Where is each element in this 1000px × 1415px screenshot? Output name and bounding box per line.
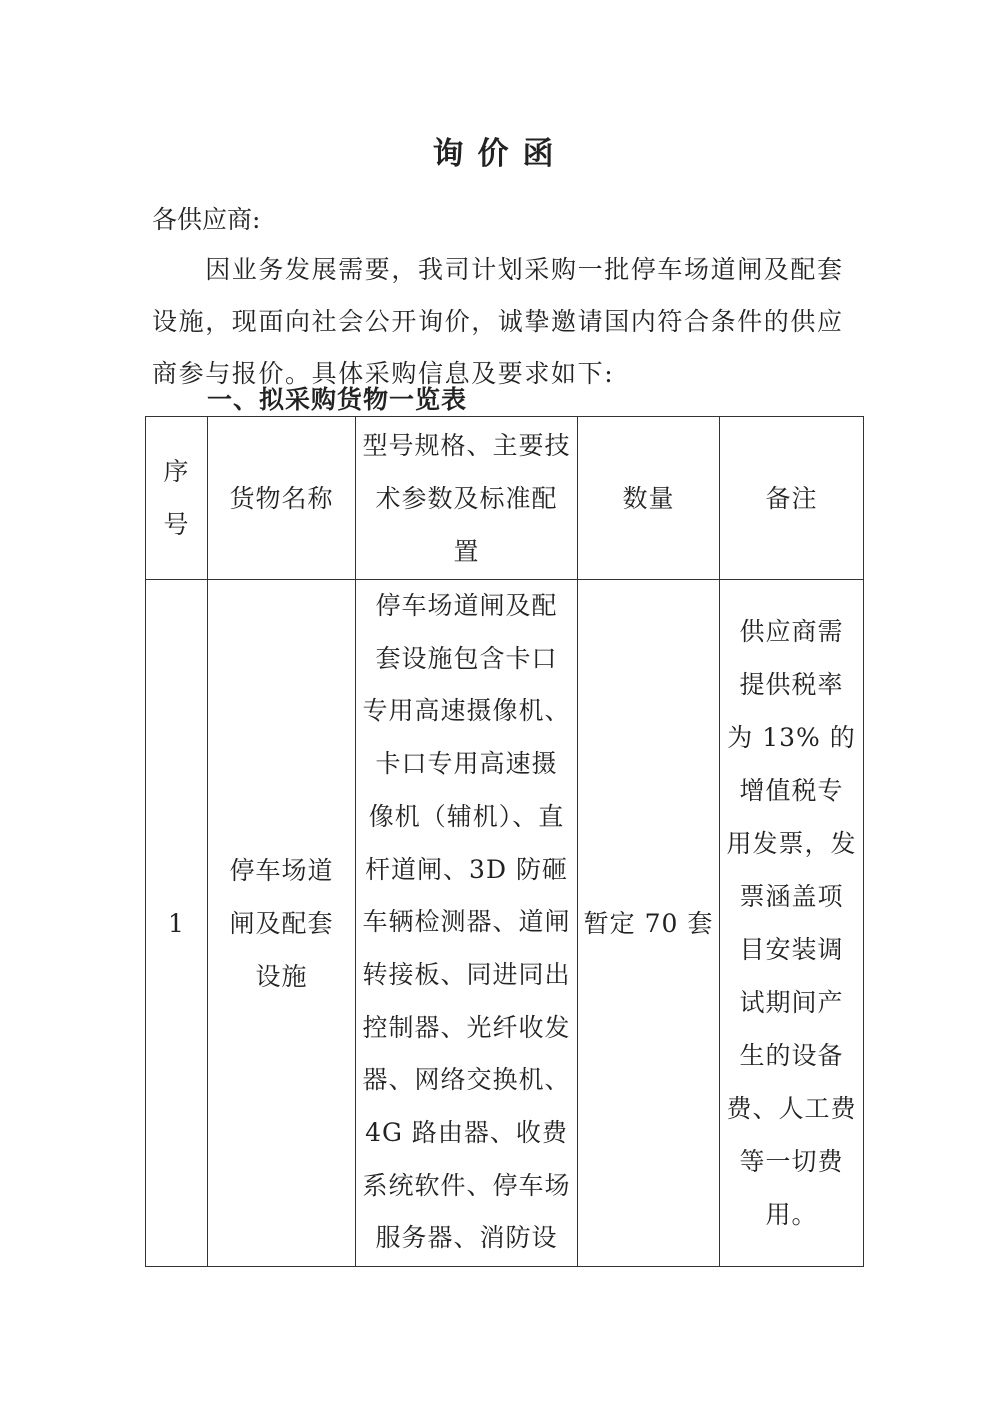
cell-text-line: 杆道闸、3D 防砸 [365, 854, 568, 884]
cell-text-line: 货物名称 [229, 483, 334, 513]
cell-name [208, 580, 356, 1267]
document-title: 询价函 [432, 136, 568, 172]
cell-quantity [578, 580, 720, 1267]
cell-text-line: 用发票，发 [726, 829, 857, 858]
header-cell-index [146, 417, 208, 580]
intro-line: 因业务发展需要，我司计划采购一批停车场道闸及配套 [152, 255, 844, 284]
cell-text-line: 号 [163, 510, 190, 539]
cell-text-line: 服务器、消防设 [375, 1223, 558, 1253]
header-cell-quantity [578, 417, 720, 580]
table-row [146, 580, 864, 1267]
salutation: 各供应商: [152, 205, 261, 234]
cell-text-line: 像机（辅机）、直 [368, 801, 565, 831]
cell-text-line: 生的设备 [739, 1041, 844, 1070]
cell-text-line: 增值税专 [739, 776, 844, 805]
goods-table [145, 416, 864, 1267]
cell-text-line: 票涵盖项 [739, 882, 844, 911]
cell-text-line: 卡口专用高速摄 [375, 749, 558, 779]
cell-text-line: 4G 路由器、收费 [365, 1118, 568, 1148]
cell-text-line: 术参数及标准配 [375, 483, 558, 513]
section-heading: 一、拟采购货物一览表 [207, 385, 468, 414]
cell-text-line: 试期间产 [739, 988, 844, 1017]
header-cell-spec [356, 417, 578, 580]
cell-text-line: 系统软件、停车场 [362, 1170, 571, 1200]
cell-text-line: 器、网络交换机、 [362, 1065, 571, 1095]
cell-index [146, 580, 208, 1267]
header-cell-name [208, 417, 356, 580]
cell-text-line: 套设施包含卡口 [375, 643, 558, 673]
cell-text-line: 型号规格、主要技 [362, 430, 571, 460]
cell-text-line: 为 13% 的 [727, 723, 856, 752]
cell-text-line: 供应商需 [739, 617, 844, 646]
cell-spec [356, 580, 578, 1267]
table-header-row [146, 417, 864, 580]
cell-text-line: 提供税率 [739, 670, 844, 699]
cell-text-line: 费、人工费 [726, 1094, 857, 1123]
cell-text-line: 目安装调 [739, 935, 844, 964]
cell-text-line: 设施 [255, 961, 308, 991]
cell-text-line: 专用高速摄像机、 [362, 696, 571, 726]
intro-line: 商参与报价。具体采购信息及要求如下: [152, 359, 615, 388]
cell-text-line: 序 [163, 457, 190, 486]
cell-text-line: 备注 [765, 483, 818, 513]
intro-line: 设施，现面向社会公开询价，诚挚邀请国内符合条件的供应 [152, 307, 844, 336]
cell-text-line: 闸及配套 [229, 908, 334, 938]
cell-text-line: 停车场道闸及配 [375, 591, 558, 620]
header-cell-remark [720, 417, 864, 580]
cell-remark [720, 580, 864, 1267]
cell-text-line: 数量 [622, 483, 675, 513]
cell-text-line: 停车场道 [229, 855, 334, 885]
cell-text-line: 暂定 70 套 [583, 908, 714, 938]
cell-text-line: 用。 [765, 1200, 818, 1229]
cell-text-line: 1 [168, 908, 185, 938]
cell-text-line: 车辆检测器、道闸 [362, 907, 571, 937]
cell-text-line: 控制器、光纤收发 [362, 1012, 571, 1042]
cell-text-line: 置 [453, 536, 480, 566]
cell-text-line: 等一切费 [739, 1147, 844, 1176]
cell-text-line: 转接板、同进同出 [362, 959, 571, 989]
